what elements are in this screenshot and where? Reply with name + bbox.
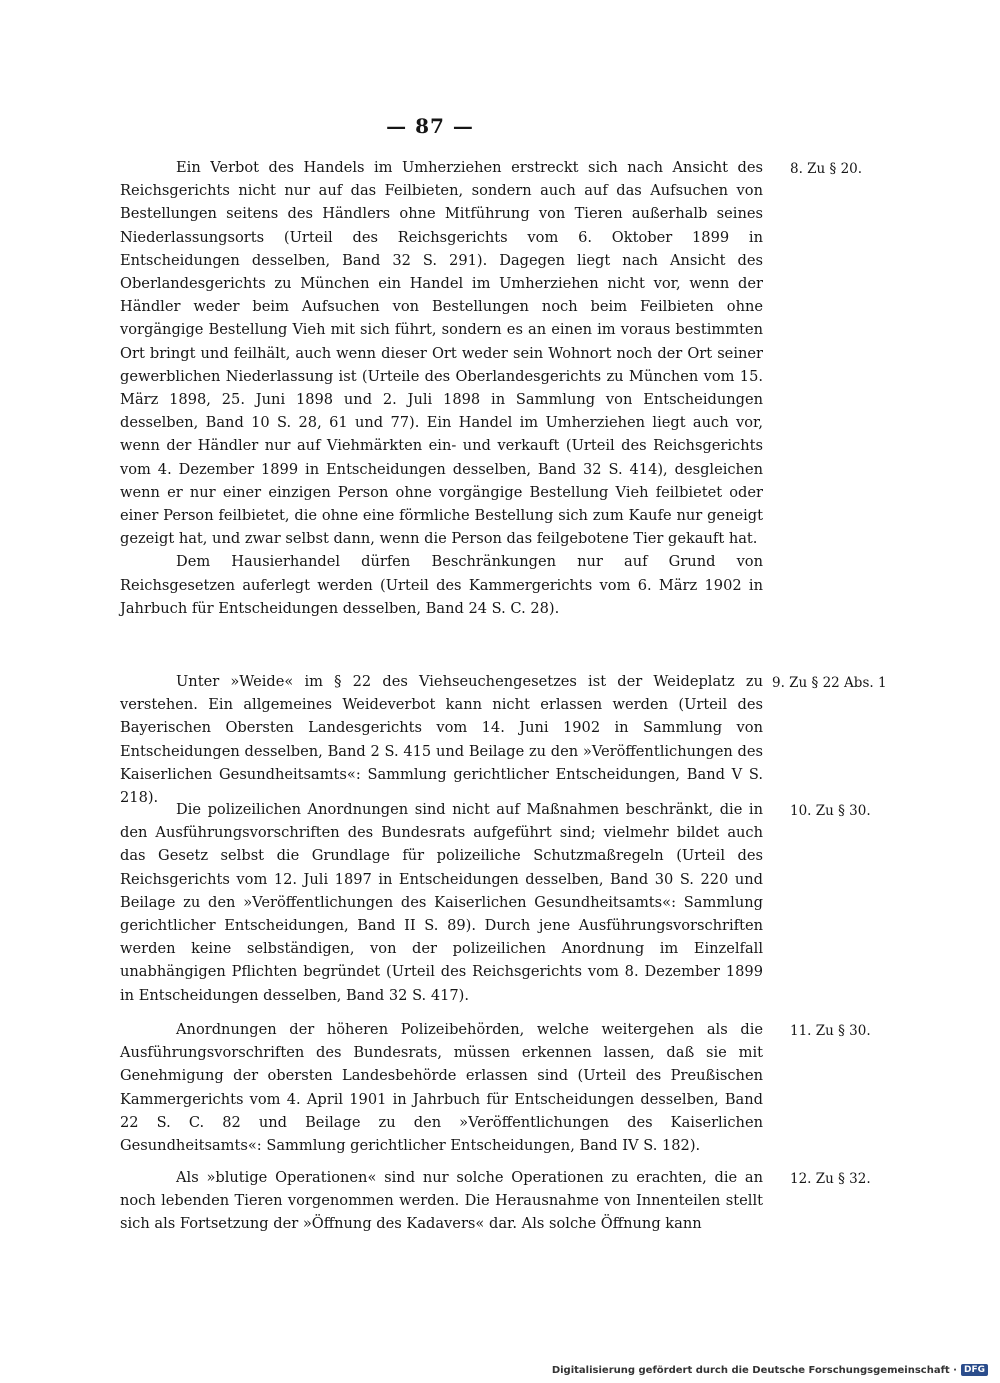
page-number: — 87 — [386, 114, 474, 138]
marginal-note-10: 10. Zu § 30. [790, 803, 871, 819]
marginal-note-9: 9. Zu § 22 Abs. 1 [772, 675, 887, 691]
footer-text: Digitalisierung gefördert durch die Deutsche Forschungsgemeinschaft · [551, 1364, 957, 1376]
footer-credit [552, 1364, 988, 1376]
paragraph: Dem Hausierhandel dürfen Beschränkungen nur auf Grund von Reichsgesetzen auferlegt werden (Urteil des Kammergerichts vom 6. März 1902 in Jahrbuch für Entscheidungen desselben, Band 24 S. C. 28). [120, 553, 763, 617]
paragraph: Anordnungen der höheren Polizeibehörden, welche weitergehen als die Ausführungsvorschriften des Bundesrats, müssen erkennen lassen, daß sie mit Genehmigung der obersten Landesbehörde erlassen sind (Urteil des Preußischen Kammergerichts vom 4. April 1901 in Jahrbuch für Entscheidungen desselben, Band 22 S. C. 82 und Beilage zu den »Veröffentlichungen des Kaiserlichen Gesundheitsamts«: Sammlung gerichtlicher Entscheidungen, Band IV S. 182). [120, 1021, 763, 1155]
marginal-note-11: 11. Zu § 30. [790, 1023, 871, 1039]
section-11 [120, 1018, 763, 1157]
marginal-note-12: 12. Zu § 32. [790, 1171, 871, 1187]
paragraph: Ein Verbot des Handels im Umherziehen erstreckt sich nach Ansicht des Reichsgerichts nicht nur auf das Feilbieten, sondern auch auf das Aufsuchen von Bestellungen seitens des Händlers ohne Mitführung von Tieren außerhalb seines Niederlassungsorts (Urteil des Reichsgerichts vom 6. Oktober 1899 in Entscheidungen desselben, Band 32 S. 291). Dagegen liegt nach Ansicht des Oberlandesgerichts zu München ein Handel im Umherziehen nicht vor, wenn der Händler weder beim Aufsuchen von Bestellungen noch beim Feilbieten ohne vorgängige Bestellung Vieh mit sich führt, sondern es an einen im voraus bestimmten Ort bringt und feilhält, auch wenn dieser Ort weder sein Wohnort noch der Ort seiner gewerblichen Niederlassung ist (Urteile des Oberlandesgerichts zu München vom 15. März 1898, 25. Juni 1898 und 2. Juli 1898 in Sammlung von Entscheidungen desselben, Band 10 S. 28, 61 und 77). Ein Handel im Umherziehen liegt auch vor, wenn der Händler nur auf Viehmärkten ein- und verkauft (Urteil des Reichsgerichts vom 4. Dezember 1899 in Entscheidungen desselben, Band 32 S. 414), desgleichen wenn er nur einer einzigen Person ohne vorgängige Bestellung Vieh feilbietet oder einer Person feilbietet, die ohne eine förmliche Bestellung sich zum Kaufe nur geneigt gezeigt hat, und zwar selbst dann, wenn die Person das feilgebotene Tier gekauft hat. [120, 159, 763, 548]
paragraph: Unter »Weide« im § 22 des Viehseuchengesetzes ist der Weideplatz zu verstehen. Ein allgemeines Weideverbot kann nicht erlassen werden (Urteil des Bayerischen Obersten Landesgerichts vom 14. Juni 1902 in Sammlung von Entscheidungen desselben, Band 2 S. 415 und Beilage zu den »Veröffentlichungen des Kaiserlichen Gesundheitsamts«: Sammlung gerichtlicher Entscheidungen, Band V S. 218). [120, 673, 763, 807]
section-10 [120, 798, 763, 1007]
dfg-logo: DFG [961, 1364, 988, 1376]
section-8 [120, 156, 763, 620]
paragraph: Die polizeilichen Anordnungen sind nicht auf Maßnahmen beschränkt, die in den Ausführungsvorschriften des Bundesrats aufgeführt sind; vielmehr bildet auch das Gesetz selbst die Grundlage für polizeiliche Schutzmaßregeln (Urteil des Reichsgerichts vom 12. Juli 1897 in Entscheidungen desselben, Band 30 S. 220 und Beilage zu den »Veröffentlichungen des Kaiserlichen Gesundheitsamts«: Sammlung gerichtlicher Entscheidungen, Band II S. 89). Durch jene Ausführungsvorschriften werden keine selbständigen, von der polizeilichen Anordnung im Einzelfall unabhängigen Pflichten begründet (Urteil des Reichsgerichts vom 8. Dezember 1899 in Entscheidungen desselben, Band 32 S. 417). [120, 801, 763, 1004]
marginal-note-8: 8. Zu § 20. [790, 161, 863, 177]
section-12 [120, 1166, 763, 1236]
section-9 [120, 670, 763, 809]
paragraph: Als »blutige Operationen« sind nur solche Operationen zu erachten, die an noch lebenden Tieren vorgenommen werden. Die Herausnahme von Innenteilen stellt sich als Fortsetzung der »Öffnung des Kadavers« dar. Als solche Öffnung kann [120, 1169, 763, 1233]
